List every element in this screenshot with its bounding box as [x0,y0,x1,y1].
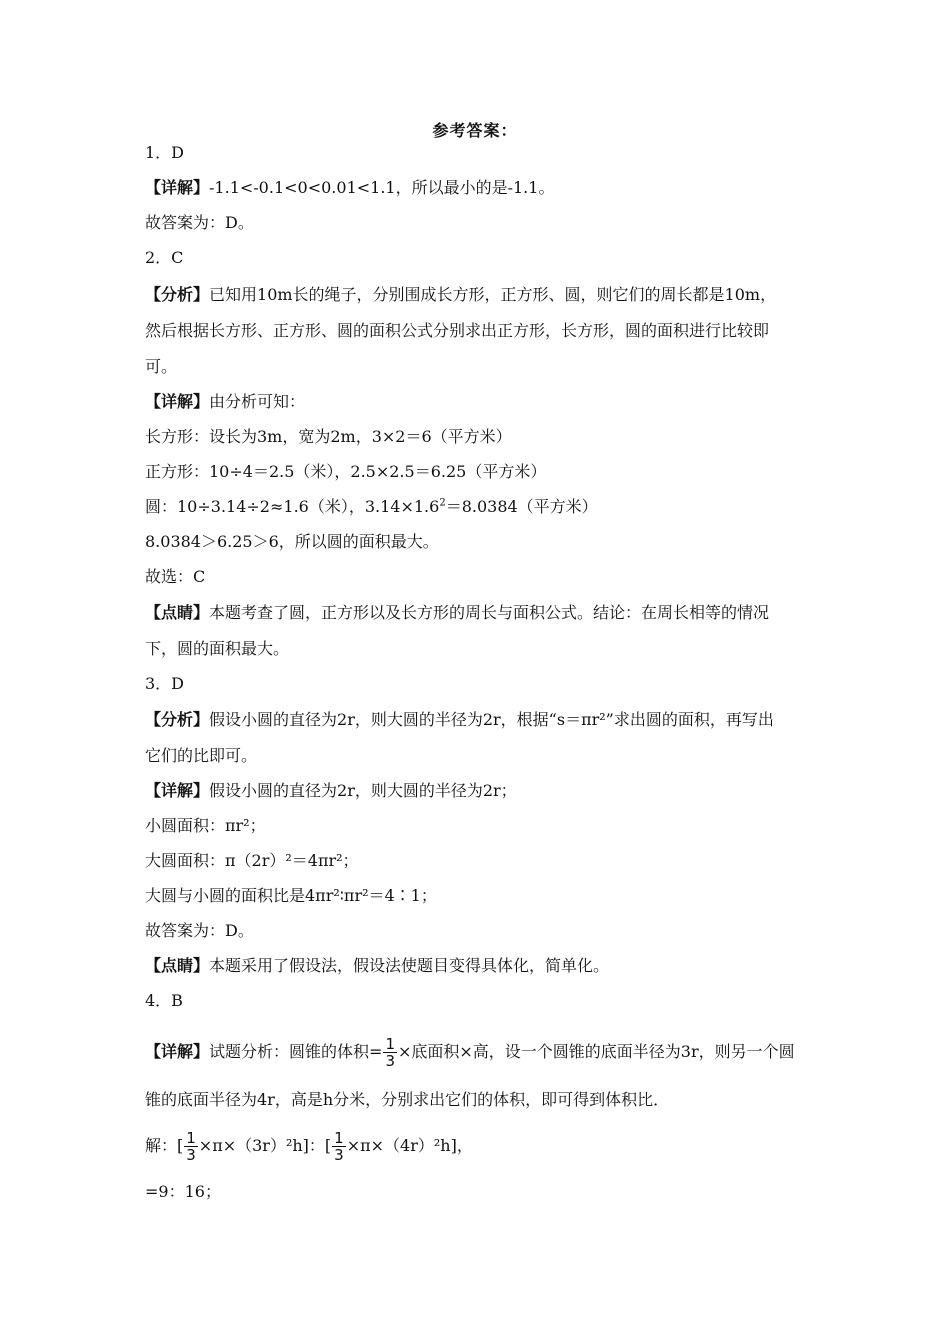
page-title: 参考答案： [432,121,518,140]
item-3-large-area: 大圆面积：π（2r）²＝4πr²； [145,851,359,870]
solution-text-c: ×π×（4r）²h]， [346,1136,473,1155]
tag-detail: 【详解】 [145,392,210,411]
item-3-conclusion: 故答案为：D。 [145,921,254,940]
item-2-compare: 8.0384＞6.25＞6，所以圆的面积最大。 [145,532,439,551]
circle-text-b: ＝8.0384（平方米） [445,497,598,516]
item-2-circle [145,496,810,518]
tag-detail: 【详解】 [145,1042,210,1061]
item-3-analysis-cont: 它们的比即可。 [145,746,258,765]
detail-text: 假设小圆的直径为2r，则大圆的半径为2r； [209,781,517,800]
item-4-detail-cont: 锥的底面半径为4r，高是h分米，分别求出它们的体积，即可得到体积比． [145,1090,670,1109]
analysis-text: 已知用10m长的绳子，分别围成长方形，正方形、圆，则它们的周长都是10m， [209,285,777,304]
item-3-detail [145,780,810,802]
tag-comment: 【点睛】 [145,603,210,622]
item-2-comment [145,602,810,624]
item-3-small-area: 小圆面积：πr²； [145,816,266,835]
item-2-rectangle: 长方形：设长为3m，宽为2m，3×2＝6（平方米） [145,427,512,446]
item-1-detail [145,177,810,199]
fraction-one-third [383,1036,397,1069]
fraction-one-third [184,1130,198,1163]
fraction-denominator: 3 [385,1052,395,1070]
fraction-numerator: 1 [385,1035,395,1053]
detail-text: 由分析可知： [209,392,306,411]
solution-text-a: 解：[ [145,1136,184,1155]
item-3-analysis [145,709,810,731]
item-2-comment-cont: 下，圆的面积最大。 [145,639,290,658]
exponent: 2 [439,497,446,509]
fraction-numerator: 1 [186,1129,196,1147]
fraction-denominator: 3 [186,1146,196,1164]
item-4-result: =9：16； [145,1182,221,1201]
item-2-detail [145,391,810,413]
item-1-conclusion: 故答案为：D。 [145,213,254,232]
tag-comment: 【点睛】 [145,956,210,975]
answer-3: 3．D [145,674,185,693]
answer-4: 4．B [145,991,183,1010]
item-2-analysis-cont2: 可。 [145,357,178,376]
item-2-analysis-cont: 然后根据长方形、正方形、圆的面积公式分别求出正方形，长方形，圆的面积进行比较即 [145,321,770,340]
item-4-solution [145,1130,810,1163]
answer-1: 1．D [145,143,185,162]
comment-text: 本题考查了圆，正方形以及长方形的周长与面积公式。结论：在周长相等的情况 [209,603,770,622]
item-2-analysis [145,284,810,306]
item-2-choice: 故选：C [145,567,206,586]
comment-text: 本题采用了假设法，假设法使题目变得具体化，简单化。 [209,956,610,975]
tag-analysis: 【分析】 [145,710,210,729]
tag-analysis: 【分析】 [145,285,210,304]
circle-text-a: 圆：10÷3.14÷2≈1.6（米），3.14×1.6 [145,497,440,516]
fraction-denominator: 3 [334,1146,344,1164]
fraction-numerator: 1 [334,1129,344,1147]
analysis-text: 假设小圆的直径为2r，则大圆的半径为2r，根据“s＝πr²”求出圆的面积，再写出 [209,710,774,729]
answer-2: 2．C [145,248,184,267]
tag-detail: 【详解】 [145,178,210,197]
fraction-one-third [332,1130,346,1163]
item-4-detail [145,1036,810,1069]
detail-text-b: ×底面积×高，设一个圆锥的底面半径为3r，则另一个圆 [397,1042,795,1061]
item-3-comment [145,955,810,977]
item-2-square: 正方形：10÷4＝2.5（米），2.5×2.5＝6.25（平方米） [145,462,547,481]
tag-detail: 【详解】 [145,781,210,800]
detail-text-a: 试题分析：圆锥的体积= [209,1042,383,1061]
detail-text: -1.1<-0.1<0<0.01<1.1，所以最小的是-1.1。 [209,178,555,197]
item-3-ratio: 大圆与小圆的面积比是4πr²∶πr²＝4∶1； [145,886,437,905]
solution-text-b: ×π×（3r）²h]：[ [198,1136,332,1155]
